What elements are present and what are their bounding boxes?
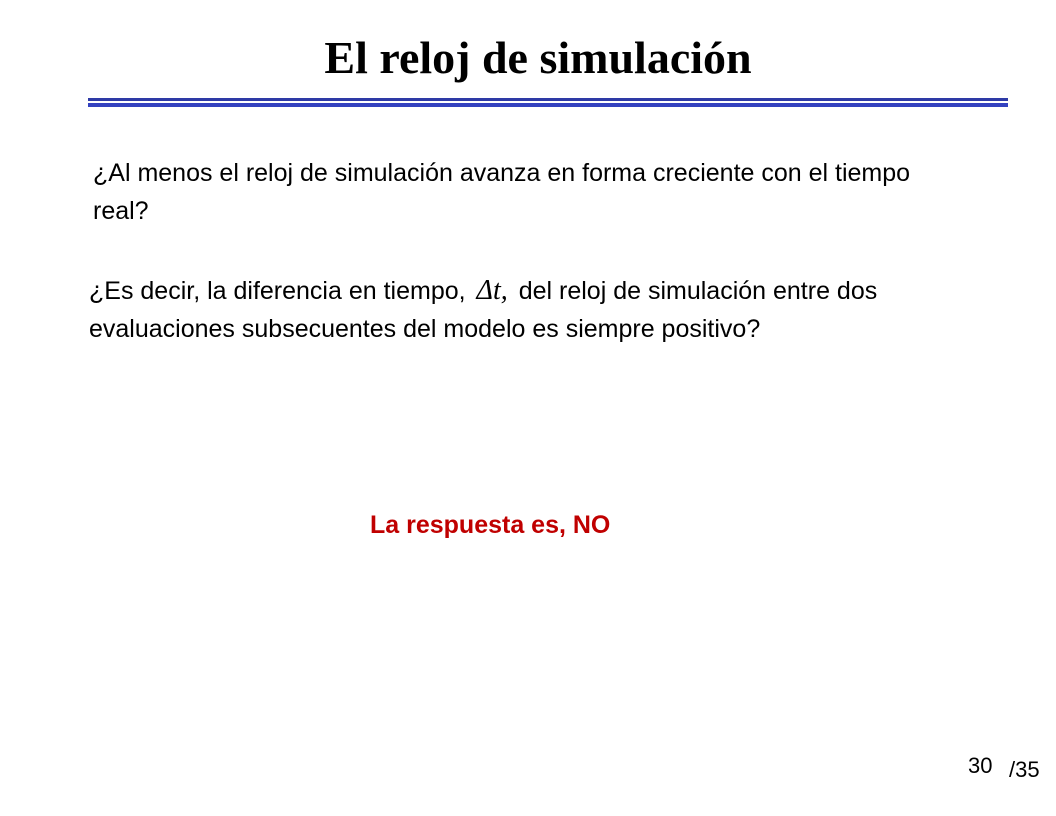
question-paragraph-1: ¿Al menos el reloj de simulación avanza en forma creciente con el tiempo real? [93,159,911,225]
question-paragraph-2 [89,272,969,348]
title-divider-bottom [88,103,1008,107]
title-divider-top [88,98,1008,101]
paragraph-2-text-before: ¿Es decir, la diferencia en tiempo, [89,277,466,305]
page-total: /35 [1009,757,1040,782]
page-number: 30 [968,753,993,778]
answer-text: La respuesta es, NO [370,511,611,539]
slide-title: El reloj de simulación [324,32,752,83]
paragraph-2-text-after: del reloj de simulación entre dos evaluaciones subsecuentes del modelo es siempre positivo? [89,277,878,343]
delta-t-symbol: Δt, [476,275,508,306]
